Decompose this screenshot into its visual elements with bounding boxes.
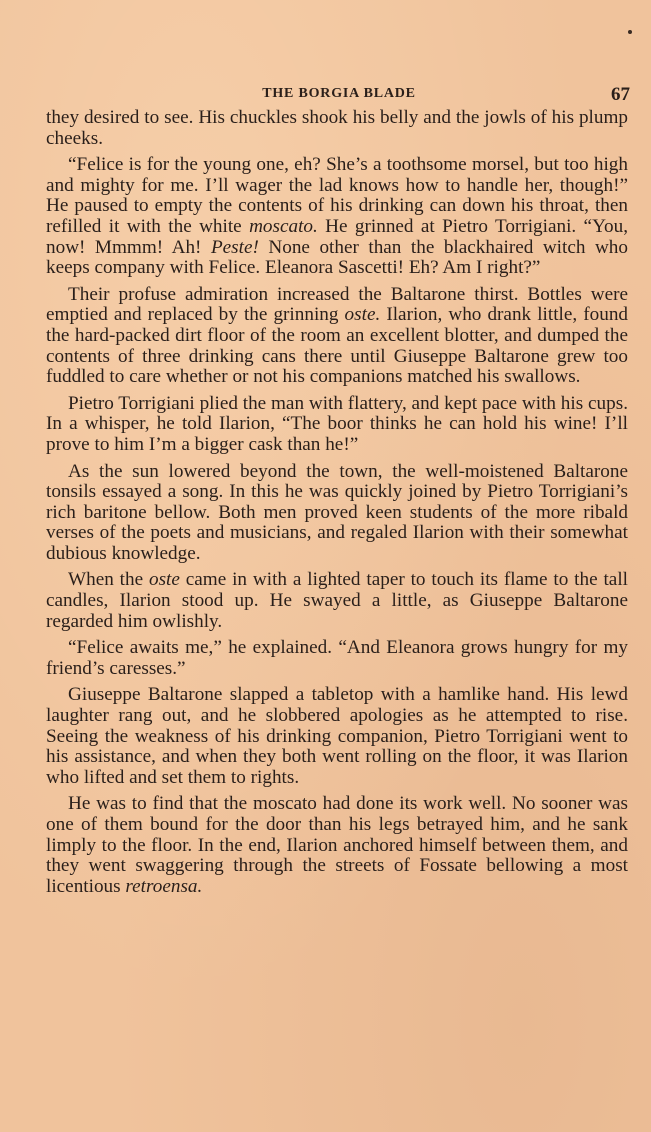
text-run: Their profuse admiration increased the Baltarone thirst. Bottles were emptied and replaced by the grinning — [46, 283, 628, 326]
paragraph — [46, 155, 628, 279]
text-run: As the sun lowered beyond the town, the well-moistened Baltarone tonsils essayed a song. In this he was quickly joined by Pietro Torrigiani’s rich baritone bellow. Both men proved keen students of the more ribald verses of the poets and musicians, and regaled Ilarion with their somewhat dubious knowledge. — [46, 460, 628, 564]
italic-text: oste. — [344, 304, 381, 326]
italic-text: retroensa. — [125, 875, 203, 897]
text-run: “Felice awaits me,” he explained. “And Eleanora grows hungry for my friend’s caresses.” — [46, 637, 628, 679]
text-run: “Felice is for the young one, eh? She’s a toothsome morsel, but too high and mighty for me. I’ll wager the lad knows how to handle her, though!” He paused to empty the contents of his drinking can down his throat, then refilled it with the white — [46, 154, 628, 237]
running-title: THE BORGIA BLADE — [262, 86, 416, 101]
text-run: He was to find that the moscato had done its work well. No sooner was one of them bound for the door than his legs betrayed him, and he sank limply to the floor. In the end, Ilarion anchored himself between them, and they went swaggering through the streets of Fossate bellowing a most licentious — [46, 793, 628, 897]
text-run: Giuseppe Baltarone slapped a tabletop with a hamlike hand. His lewd laughter rang out, and he slobbered apologies as he attempted to rise. Seeing the weakness of his drinking companion, Pietro Torrigiani went to his assistance, and when they both went rolling on the floor, it was Ilarion who lifted and set them to rights. — [46, 684, 628, 788]
paragraph — [46, 462, 628, 565]
ink-speck — [628, 30, 632, 34]
paragraph — [46, 794, 628, 897]
paragraph — [46, 285, 628, 388]
text-run: they desired to see. His chuckles shook his belly and the jowls of his plump cheeks. — [46, 107, 628, 149]
text-run: He grinned at Pietro Torrigiani. “You, now! Mmmm! Ah! — [46, 215, 628, 258]
text-run: When the — [68, 569, 149, 591]
text-run: None other than the blackhaired witch who keeps company with Felice. Eleanora Sascetti! Eh? Am I right?” — [46, 236, 628, 279]
paragraph — [46, 685, 628, 788]
paragraph — [46, 570, 628, 632]
paragraph — [46, 638, 628, 679]
italic-text: oste — [148, 569, 180, 591]
text-run: Pietro Torrigiani plied the man with flattery, and kept pace with his cups. In a whisper, he told Ilarion, “The boor thinks he can hold his wine! I’ll prove to him I’m a bigger cask than he!” — [46, 392, 628, 455]
paragraph — [46, 394, 628, 456]
page-number: 67 — [611, 84, 630, 105]
italic-text: Peste! — [210, 236, 259, 258]
text-run: Ilarion, who drank little, found the hard-packed dirt floor of the room an excellent blotter, and dumped the contents of three drinking cans there until Giuseppe Baltarone grew too fuddled to care whether or not his companions matched his swallows. — [46, 304, 629, 388]
body-text — [46, 108, 628, 903]
text-run: came in with a lighted taper to touch its flame to the tall candles, Ilarion stood up. He swayed a little, as Giuseppe Baltarone regarded him owlishly. — [46, 569, 628, 632]
italic-text: moscato. — [249, 215, 318, 237]
paragraph — [46, 108, 628, 149]
